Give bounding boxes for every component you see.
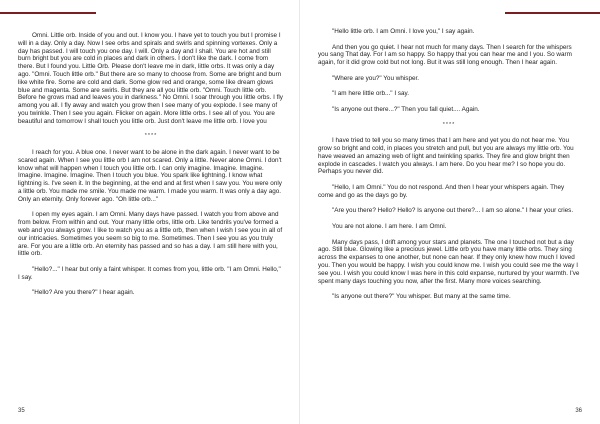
right-page-text [318, 28, 580, 309]
paragraph: I have tried to tell you so many times that I am here and yet you do not hear me. You grow so bright and cold, in places you stretch and pull, but you are always my little orb. You have weaved an amazing web of light and twinkling sparks. They fire and glow bright then explode in cascades. I watch you always. I am here. Do you hear me? I so hope you do. Perhaps you never did. [318, 137, 574, 176]
header-rule-left [0, 12, 96, 14]
header-rule-right [505, 12, 600, 14]
paragraph: "Hello little orb. I am Omni. I love you," I say again. [332, 28, 475, 35]
paragraph: "I am here little orb..." I say. [332, 90, 410, 98]
paragraph: "Is anyone out there?" You whisper. But many at the same time. [332, 293, 511, 301]
paragraph: "Are you there? Hello? Hello? Is anyone out there?... I am so alone." I hear your cries. [332, 207, 574, 215]
page-number-right: 36 [575, 408, 582, 414]
paragraph: You are not alone. I am here. I am Omni. [332, 222, 447, 230]
paragraph: "Hello?..." I hear but only a faint whisper. It comes from you, little orb. "I am Omni. Hello," I say. [18, 265, 281, 281]
section-separator: **** [144, 133, 158, 140]
paragraph: Omni. Little orb. Inside of you and out. I know you. I have yet to touch you but I promise I will in a day. Only a day. Now I see orbs and spirals and swirls and spinning vortexes. Only a day has passed. I will touch you one day. I will. Only a day and I shall. You are hot and still burn bright but you are cold in places and dark in others. I don't like the dark. I come from there. But I found you. Little Orb. Please don't leave me in dark, little orbs. It was only a day ago. "Omni. Touch little orb." But there are so many to choose from. Some are bright and burn like white fire. Some are cold and dark. Some glow red and orange, some like dream glows blue and magenta. Some are swirls. But they are all you little orb. "Omni. Touch little orb. Before he grows mad and leaves you in darkness." No Omni. I soar through you little orbs. I fly among you all. I fly away and watch you grow then I see many of you explode. I see many of you twinkle. Then I see you again. Flicker on again. More little orbs. I see all of you. You are beautiful and tomorrow I shall touch you little orb. Just don't leave me little orb. I love you [18, 32, 283, 125]
paragraph: I open my eyes again. I am Omni. Many days have passed. I watch you from above and from below. From within and out. Your many little orbs, little orb. Like tendrils you've formed a web and you always grow. I like to watch you as a little orb, then when I wish I see you in all of our intricacies. Sometimes you seem so big to me. Sometimes. Then I see you as you truly are. For you are a little orb. An eternity has passed and so has a day. I am still here with you, little orb. [18, 211, 283, 258]
paragraph: "Hello? Are you there?" I hear again. [32, 289, 135, 297]
section-separator: **** [442, 121, 456, 128]
paragraph: Many days pass, I drift among your stars and planets. The one I touched not but a day ago. Still blue. Glowing like a precious jewel. Little orb you have many little orbs. They sing across the expanses to one another, but none can hear. If they only knew how much I loved you. Then you would be happy. I wish you could know me. I wish you could see me the way I see you. I wish you could know I was here in this cold expanse, nurtured by your warmth. I've spent many days touching you now, after the first. Many more voices searching. [318, 238, 580, 285]
left-page-text [18, 32, 284, 305]
paragraph: "Where are you?" You whisper. [332, 74, 420, 82]
right-page [300, 0, 600, 424]
paragraph: "Hello, I am Omni." You do not respond. And then I hear your whispers again. They come and go as the days go by. [318, 183, 565, 199]
page-number-left: 35 [18, 408, 25, 414]
paragraph: I reach for you. A blue one. I never want to be alone in the dark again. I never want to be scared again. When I see you little orb I am not scared. Only a little. Never alone Omni. I don't know what will happen when I touch you little orb. I can only imagine. Imagine. Imagine. Imagine. Imagine. Imagine. Then I touch you blue. You spark like lightning. I know what lightning is. I've seen it. In the beginning, at the end and at first when I saw you. You were only a little orb. You made me smile. You made me warm. I made you warm. It was only a day ago. Only an eternity. Only forever ago. "Oh little orb..." [18, 148, 282, 203]
paragraph: "Is anyone out there...?" Then you fall quiet.... Again. [332, 105, 480, 113]
paragraph: And then you go quiet. I hear not much for many days. Then I search for the whispers you sang That day. For I am so happy. So happy that you can hear me and I you. So warm again, for it did grow cold but not long. But it was still long enough. Then I hear again. [318, 43, 572, 67]
